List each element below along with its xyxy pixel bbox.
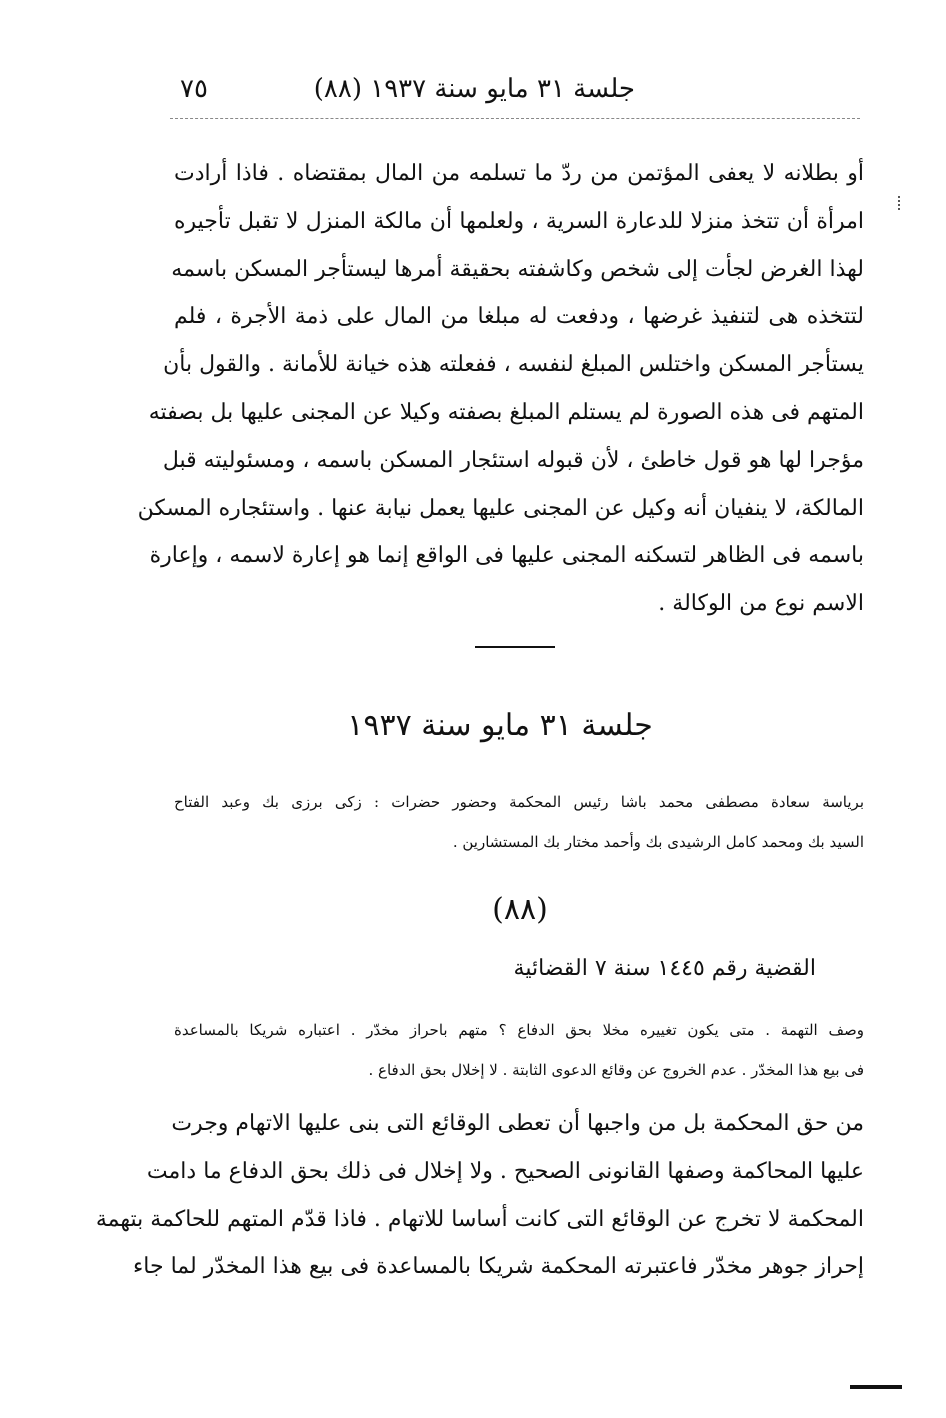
text-line: أو بطلانه لا يعفى المؤتمن من ردّ ما تسلمه من المال بمقتضاه . فاذا أرادت	[174, 161, 864, 186]
case-reference: القضية رقم ١٤٤٥ سنة ٧ القضائية	[513, 956, 816, 981]
text-line: لتتخذه هى لتنفيذ غرضها ، ودفعت له مبلغا من المال على ذمة الأجرة ، فلم	[174, 304, 864, 330]
case-summary	[174, 1010, 864, 1090]
session-title: جلسة ٣١ مايو سنة ١٩٣٧	[347, 708, 653, 743]
text-line: إحراز جوهر مخدّر فاعتبرته المحكمة شريكا بالمساعدة فى بيع هذا المخدّر لما جاء	[132, 1254, 864, 1280]
text-line: عليها المحاكمة وصفها القانونى الصحيح . ولا إخلال فى ذلك بحق الدفاع ما دامت	[146, 1158, 864, 1184]
margin-mark	[898, 196, 904, 210]
text-line: لهذا الغرض لجأت إلى شخص وكاشفته بحقيقة أمرها ليستأجر المسكن باسمه	[171, 256, 864, 282]
presidency-line: السيد بك ومحمد كامل الرشيدى بك وأحمد مختار بك المستشارين .	[452, 833, 864, 851]
text-line: المتهم فى هذه الصورة لم يستلم المبلغ بصفته وكيلا عن المجنى عليها بل بصفته	[148, 399, 864, 425]
section-separator	[475, 646, 555, 648]
text-line: الاسم نوع من الوكالة .	[658, 591, 864, 617]
presidency-note	[174, 782, 864, 862]
page-number: ٧٥	[180, 74, 208, 104]
text-line: مؤجرا لها هو قول خاطئ ، لأن قبوله استئجار المسكن باسمه ، ومسئوليته قبل	[162, 447, 864, 473]
text-line: المحكمة لا تخرج عن الوقائع التى كانت أساسا للاتهام . فاذا قدّم المتهم للحاكمة بتهمة	[95, 1206, 864, 1232]
header-rule	[170, 118, 860, 119]
case-number: (٨٨)	[492, 892, 548, 927]
footer-rule	[850, 1385, 902, 1389]
text-line: باسمه فى الظاهر لتسكنه المجنى عليها فى الواقع إنما هو إعارة لاسمه ، وإعارة	[149, 543, 864, 569]
running-header-title: جلسة ٣١ مايو سنة ١٩٣٧ (٨٨)	[313, 74, 635, 104]
text-line: يستأجر المسكن واختلس المبلغ لنفسه ، ففعلته هذه خيانة للأمانة . والقول بأن	[163, 352, 864, 378]
presidency-line: برياسة سعادة مصطفى محمد باشا رئيس المحكمة وحضور حضرات : زكى برزى بك وعبد الفتاح	[174, 793, 864, 811]
body-text-bottom	[95, 1100, 864, 1291]
text-line: المالكة، لا ينفيان أنه وكيل عن المجنى عليها يعمل نيابة عنها . واستئجاره المسكن	[137, 495, 864, 521]
text-line: امرأة أن تتخذ منزلا للدعارة السرية ، ولعلمها أن مالكة المنزل لا تقبل تأجيره	[174, 208, 864, 234]
summary-line: فى بيع هذا المخدّر . عدم الخروج عن وقائع الدعوى الثابتة . لا إخلال بحق الدفاع .	[368, 1061, 864, 1079]
summary-line: وصف التهمة . متى يكون تغييره مخلا بحق الدفاع ؟ متهم باحراز مخدّر . اعتباره شريكا بالمساعدة	[174, 1021, 864, 1039]
page-header	[170, 72, 860, 112]
body-text-top	[137, 150, 864, 628]
text-line: من حق المحكمة بل من واجبها أن تعطى الوقائع التى بنى عليها الاتهام وجرت	[171, 1111, 864, 1136]
